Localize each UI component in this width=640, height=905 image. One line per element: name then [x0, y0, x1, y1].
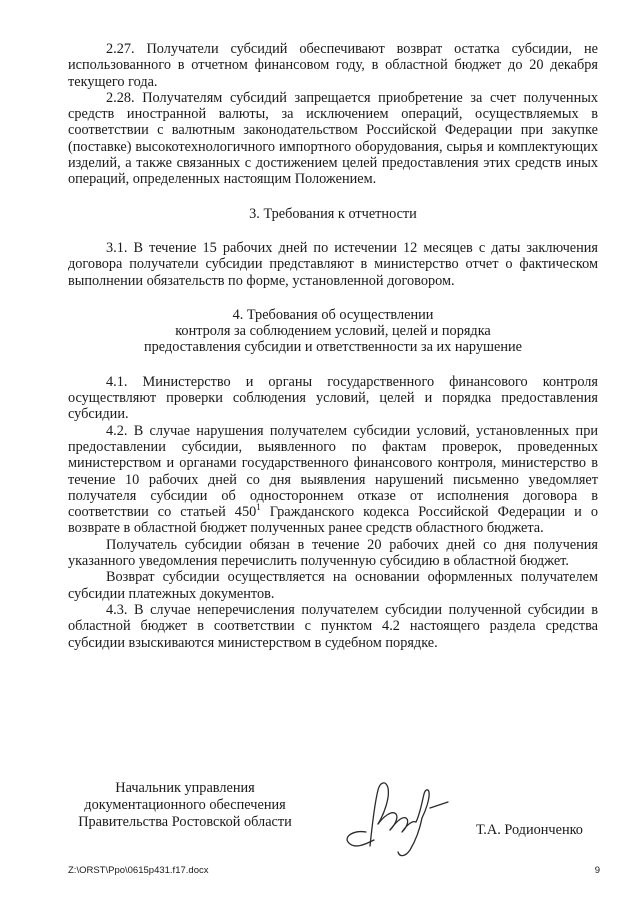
paragraph-4-2-text-end: Гражданского кодекса Российской Федерации и о возврате в областной бюджет полученных ранее средств областного бюджета. — [68, 504, 598, 537]
document-body — [68, 41, 598, 651]
signatory-position — [66, 780, 304, 831]
position-line-2: документационного обеспечения — [84, 797, 286, 813]
section-4-heading-line-3: предоставления субсидии и ответственности за их нарушение — [143, 339, 523, 356]
paragraph-2-27: 2.27. Получатели субсидий обеспечивают возврат остатка субсидии, не использованного в отчетном финансовом году, в областной бюджет до 20 декабря текущего года. — [68, 41, 598, 90]
handwritten-signature-icon — [336, 770, 456, 862]
paragraph-4-2 — [68, 423, 598, 537]
signatory-name: Т.А. Родионченко — [476, 822, 583, 838]
position-line-1: Начальник управления — [115, 780, 255, 796]
position-line-3: Правительства Ростовской области — [78, 814, 292, 830]
paragraph-4-2-text: 4.2. В случае нарушения получателем субсидии условий, установленных при предоставлении субсидии, выявленного по фактам проверок, проведенных министерством и органами государственного финансового контроля, министерство в течение 10 рабочих дней со дня выявления нарушений письменно уведомляет получателя субсидии об одностороннем отказе от исполнения договора в соответствии со статьей 450 — [68, 422, 598, 521]
spacer — [68, 289, 598, 307]
paragraph-4-2-return-basis: Возврат субсидии осуществляется на основании оформленных получателем субсидии платежных документов. — [68, 569, 598, 602]
section-3-heading: 3. Требования к отчетности — [249, 205, 417, 222]
article-superscript: 1 — [256, 502, 261, 513]
section-4-heading-line-1: 4. Требования об осуществлении — [232, 306, 434, 323]
paragraph-4-3: 4.3. В случае неперечисления получателем субсидии полученной субсидии в областной бюджет в соответствии с пунктом 4.2 настоящего раздела средства субсидии взыскиваются министерством в судебном порядке. — [68, 601, 598, 651]
paragraph-2-28: 2.28. Получателям субсидий запрещается приобретение за счет полученных средств иностранной валюты, за исключением операций, осуществляемых в соответствии с валютным законодательством Российской Федерации при закупке (поставке) высокотехнологичного импортного оборудования, сырья и комплектующих изделий, а также связанных с достижением целей предоставления этих средств иных операций, определенных настоящим Положением. — [68, 89, 598, 188]
paragraph-3-1: 3.1. В течение 15 рабочих дней по истечении 12 месяцев с даты заключения договора получатели субсидии представляют в министерство отчет о фактическом выполнении обязательств по форме, установленной договором. — [68, 239, 598, 289]
page-number: 9 — [594, 865, 600, 876]
section-4-heading-line-2: контроля за соблюдением условий, целей и порядка — [175, 323, 491, 340]
paragraph-4-2-return-obligation: Получатель субсидии обязан в течение 20 рабочих дней со дня получения указанного уведомления перечислить полученную субсидию в областной бюджет. — [68, 536, 598, 570]
paragraph-4-1: 4.1. Министерство и органы государственного финансового контроля осуществляют проверки соблюдения условий, целей и порядка предоставления субсидии. — [68, 373, 598, 423]
footer-file-path: Z:\ORST\Ppo\0615p431.f17.docx — [68, 865, 209, 876]
spacer — [68, 356, 598, 374]
